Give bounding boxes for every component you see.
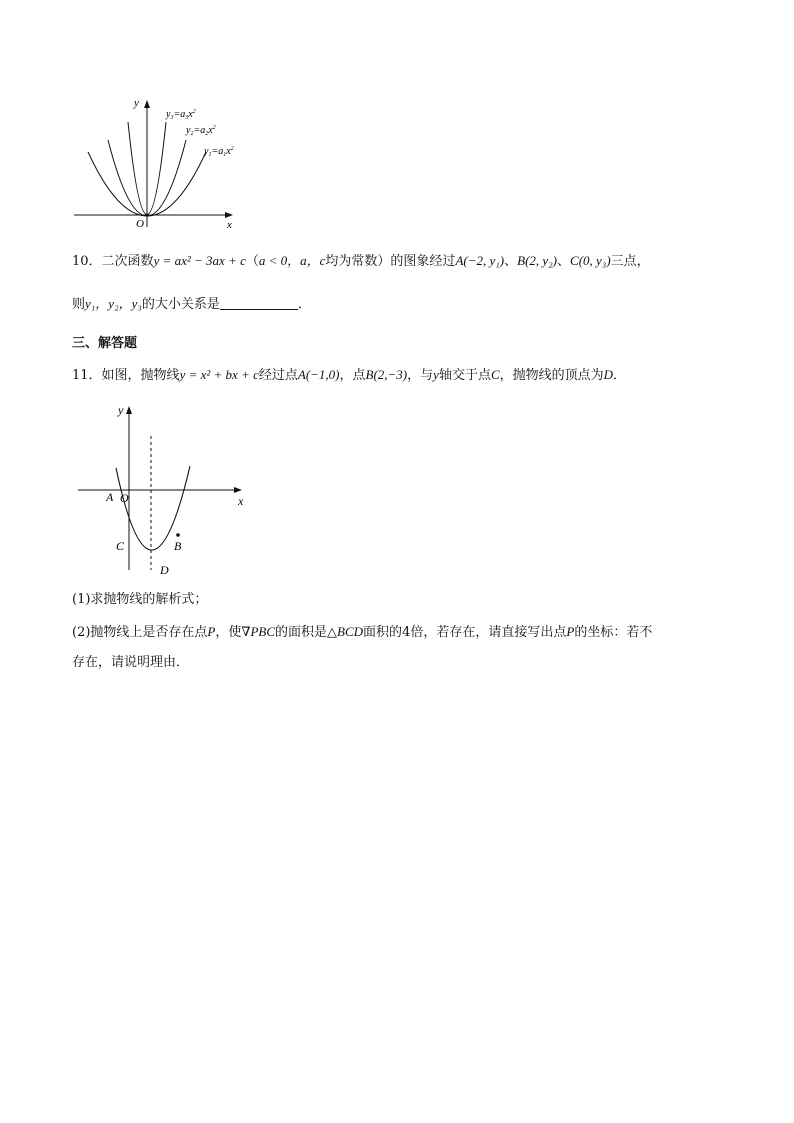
triangle-bcd: △BCD	[327, 624, 364, 639]
curve-label-y2: $y_2=a_2x^2$	[186, 125, 216, 137]
sub-question-1: (1)求抛物线的解析式；	[72, 592, 208, 607]
question-number: 10．	[72, 254, 102, 269]
sub-question-2-line-2: 存在，请说明理由．	[72, 655, 190, 670]
question-number: 11．	[72, 368, 102, 383]
y-axis-arrow	[126, 406, 132, 414]
equation: y = ax² − 3ax + c	[153, 253, 246, 268]
x-axis-label: x	[227, 219, 232, 231]
figure-parabolas	[70, 92, 255, 232]
y-axis-label: y	[134, 97, 139, 109]
point-c: C(0, y₃)	[570, 253, 611, 268]
point-a: A(−2, y₁)	[455, 253, 505, 268]
question-10-line-2: 则y₁，y₂，y₃的大小关系是 ．	[72, 296, 311, 312]
label-b: B	[174, 539, 182, 553]
y-axis-arrow	[144, 100, 150, 108]
x-axis-label: x	[238, 494, 244, 508]
label-c: C	[116, 539, 125, 553]
origin-label: O	[136, 218, 144, 230]
x-axis-arrow	[225, 212, 233, 218]
triangle-pbc: ∇PBC	[241, 624, 276, 639]
question-10-line-1: 10．二次函数y = ax² − 3ax + c（a < 0，a，c均为常数）的图象经过A(−2, y₁)、B(2, y₂)、C(0, y₃)三点，	[72, 253, 650, 269]
condition: a < 0，a，c	[258, 253, 326, 268]
point-a: A(−1,0)	[297, 367, 340, 382]
label-o: O	[120, 491, 129, 505]
label-d: D	[160, 563, 169, 577]
label-a: A	[106, 490, 114, 504]
y-axis-label: y	[118, 403, 124, 417]
point-b: B(2, y₂)	[517, 253, 558, 268]
figure-parabola-abcd	[74, 398, 259, 580]
answer-blank[interactable]	[220, 297, 298, 310]
x-axis-arrow	[234, 487, 242, 493]
curve-label-y3: $y_3=a_3x^2$	[166, 109, 196, 121]
variables: y₁，y₂，y₃	[85, 296, 142, 311]
point-b: B(2,−3)	[365, 367, 408, 382]
equation: y = x² + bx + c	[179, 367, 259, 382]
section-heading: 三、解答题	[72, 336, 138, 351]
point-b-dot	[176, 533, 180, 537]
parabola-curve	[116, 466, 190, 550]
curve-label-y1: $y_1=a_1x^2$	[204, 146, 234, 158]
sub-question-2-line-1: (2)抛物线上是否存在点P，使∇PBC的面积是△BCD面积的4倍，若存在，请直接写出点P的坐标：若不	[72, 624, 653, 640]
question-11-line-1: 11．如图，抛物线y = x² + bx + c经过点A(−1,0)，点B(2,−3)，与y轴交于点C，抛物线的顶点为D．	[72, 367, 627, 383]
